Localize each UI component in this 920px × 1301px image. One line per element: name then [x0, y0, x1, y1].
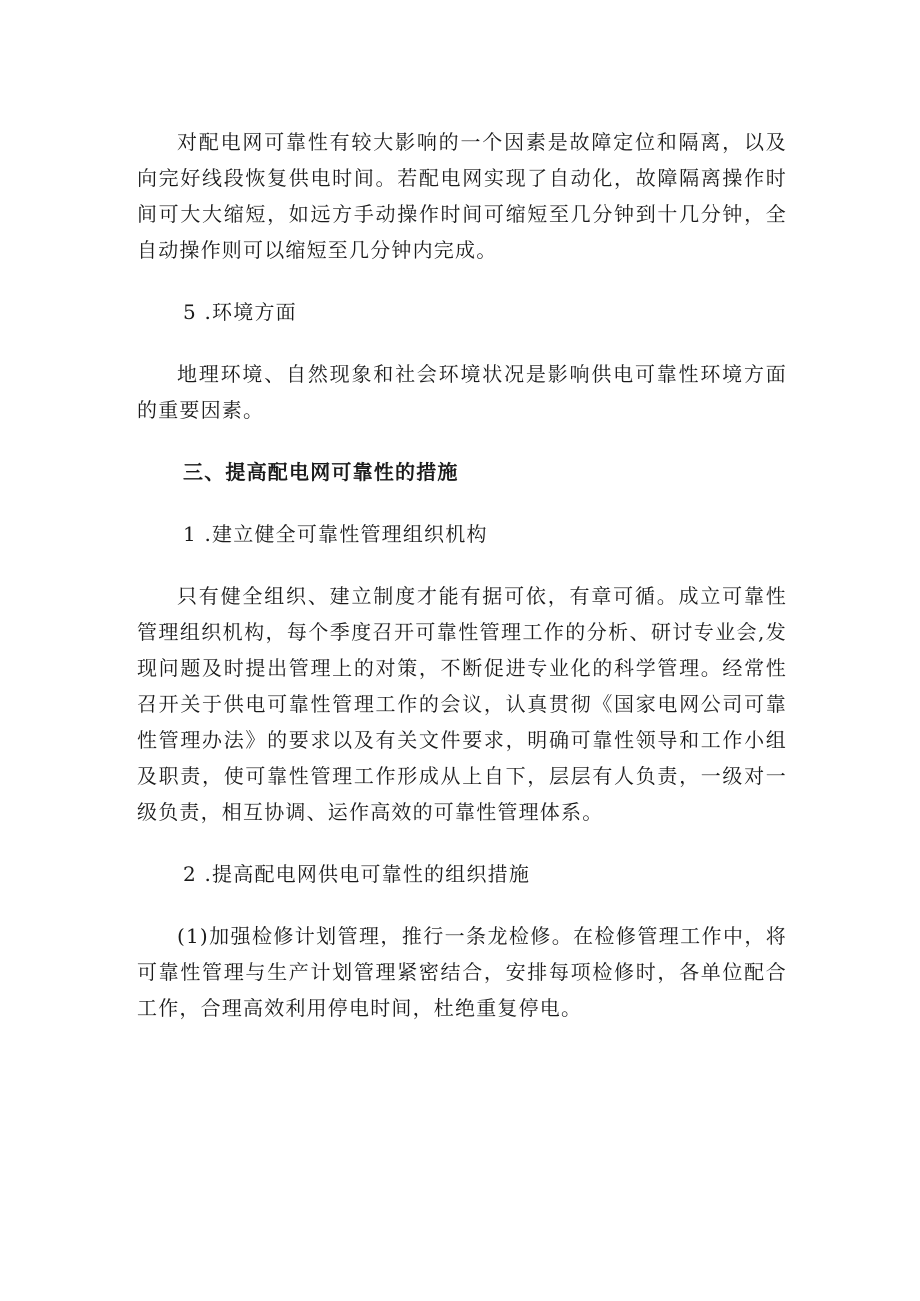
spacer — [137, 552, 787, 578]
spacer — [137, 892, 787, 918]
paragraph-environment: 地理环境、自然现象和社会环境状况是影响供电可靠性环境方面的重要因素。 — [137, 362, 787, 422]
section-title-measures: 三、提高配电网可靠性的措施 — [183, 460, 459, 484]
paragraph-fault-isolation: 对配电网可靠性有较大影响的一个因素是故障定位和隔离，以及向完好线段恢复供电时间。若配电网实现了自动化，故障隔离操作时间可大大缩短，如远方手动操作时间可缩短至几分钟到十几分钟，全自动操作则可以缩短至几分钟内完成。 — [137, 130, 787, 262]
spacer — [137, 330, 787, 356]
paragraph-organization: 只有健全组织、建立制度才能有据可依，有章可循。成立可靠性管理组织机构，每个季度召开可靠性管理工作的分析、研讨专业会,发现问题及时提出管理上的对策，不断促进专业化的科学管理。经常性召开关于供电可靠性管理工作的会议，认真贯彻《国家电网公司可靠性管理办法》的要求以及有关文件要求，明确可靠性领导和工作小组及职责，使可靠性管理工作形成从上自下，层层有人负责，一级对一级负责，相互协调、运作高效的可靠性管理体系。 — [137, 584, 787, 824]
heading-environment: 5 .环境方面 — [183, 300, 297, 324]
spacer — [137, 428, 787, 454]
spacer — [137, 490, 787, 516]
document-body — [137, 124, 787, 1026]
heading-organization: 1 .建立健全可靠性管理组织机构 — [183, 522, 488, 546]
spacer — [137, 830, 787, 856]
paragraph-maintenance-plan: (1)加强检修计划管理，推行一条龙检修。在检修管理工作中，将可靠性管理与生产计划管理紧密结合，安排每项检修时，各单位配合工作，合理高效利用停电时间，杜绝重复停电。 — [137, 924, 787, 1020]
heading-organizational-measures: 2 .提高配电网供电可靠性的组织措施 — [183, 862, 531, 886]
spacer — [137, 268, 787, 294]
